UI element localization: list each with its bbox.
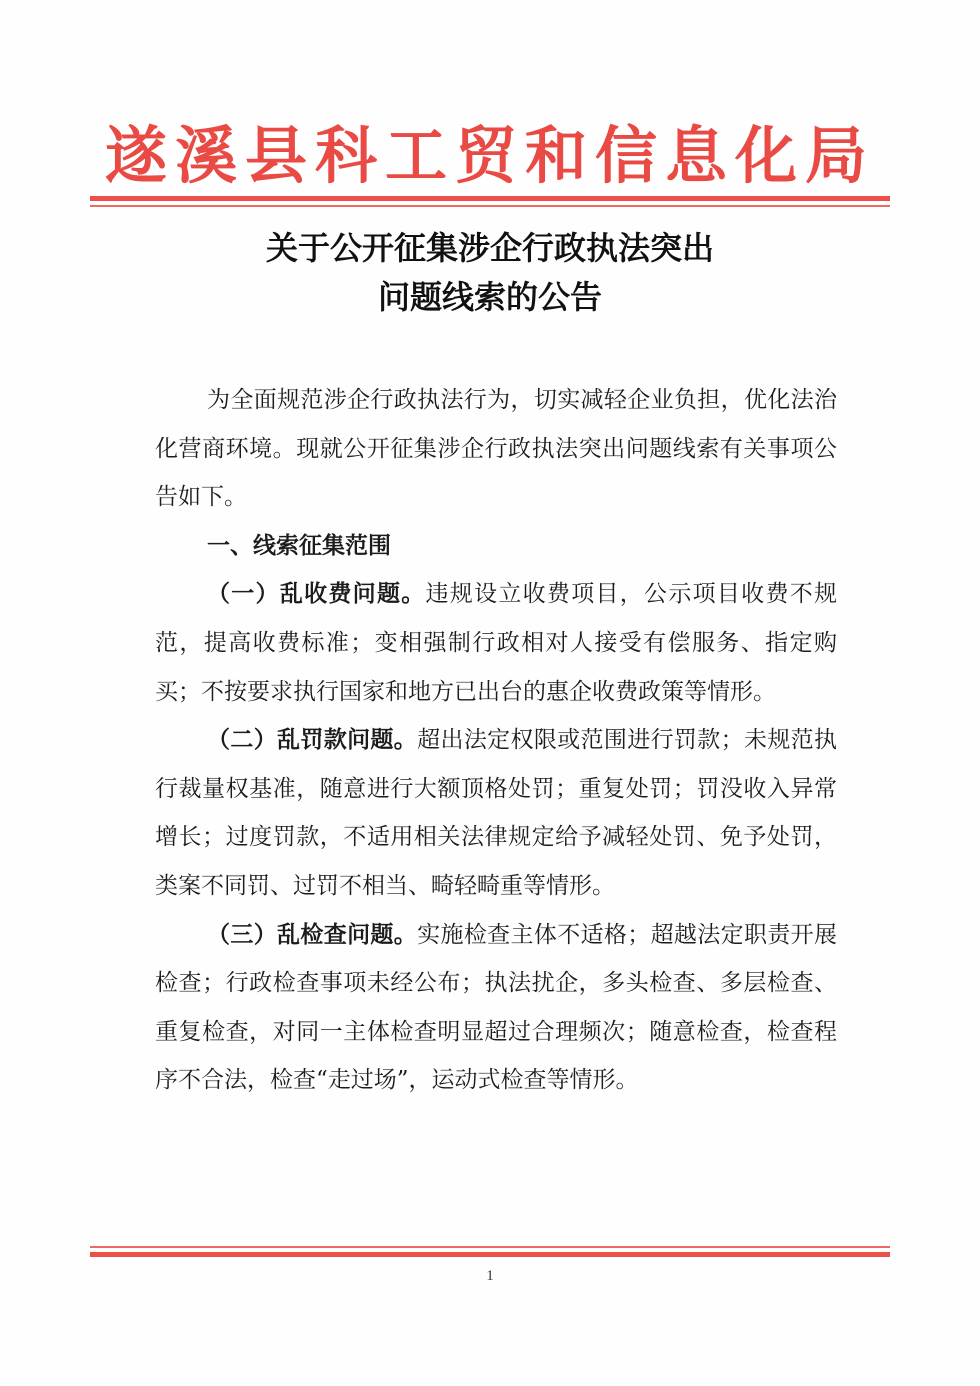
notice-title-line2: 问题线索的公告 bbox=[377, 278, 602, 316]
section-heading: 一、线索征集范围 bbox=[207, 532, 391, 559]
page-number: 1 bbox=[486, 1268, 494, 1284]
item-text: 超出法定权限或范围进行罚款；未规范执行裁量权基准，随意进行大额顶格处罚；重复处罚；罚没收入异常增长；过度罚款，不适用相关法律规定给予减轻处罚、免予处罚，类案不同罚、过罚不相当、畸轻畸重等情形。 bbox=[155, 727, 838, 899]
letterhead-org-name: 遂溪县科工贸和信息化局 bbox=[104, 119, 875, 192]
item-text: 实施检查主体不适格；超越法定职责开展检查；行政检查事项未经公布；执法扰企，多头检查、多层检查、重复检查，对同一主体检查明显超过合理频次；随意检查，检查程序不合法，检查“走过场”，运动式检查等情形。 bbox=[155, 921, 838, 1094]
item-lead: （二）乱罚款问题。 bbox=[207, 726, 418, 754]
item-lead: （三）乱检查问题。 bbox=[207, 920, 418, 948]
item-paragraph bbox=[155, 570, 837, 716]
item-lead: （一）乱收费问题。 bbox=[207, 580, 426, 608]
item-paragraph bbox=[155, 716, 837, 910]
footer-rule-thin bbox=[90, 1246, 890, 1248]
notice-title-line1: 关于公开征集涉企行政执法突出 bbox=[265, 229, 714, 267]
notice-body bbox=[155, 376, 837, 1105]
item-paragraph bbox=[155, 911, 837, 1105]
item-text: 违规设立收费项目，公示项目收费不规范，提高收费标准；变相强制行政相对人接受有偿服务、指定购买；不按要求执行国家和地方已出台的惠企收费政策等情形。 bbox=[155, 581, 838, 705]
letterhead-rule-thin bbox=[90, 205, 890, 207]
intro-paragraph: 为全面规范涉企行政执法行为，切实减轻企业负担，优化法治化营商环境。现就公开征集涉企行政执法突出问题线索有关事项公告如下。 bbox=[155, 387, 837, 511]
footer-rule-thick bbox=[90, 1252, 890, 1257]
letterhead-rule-thick bbox=[90, 196, 890, 201]
